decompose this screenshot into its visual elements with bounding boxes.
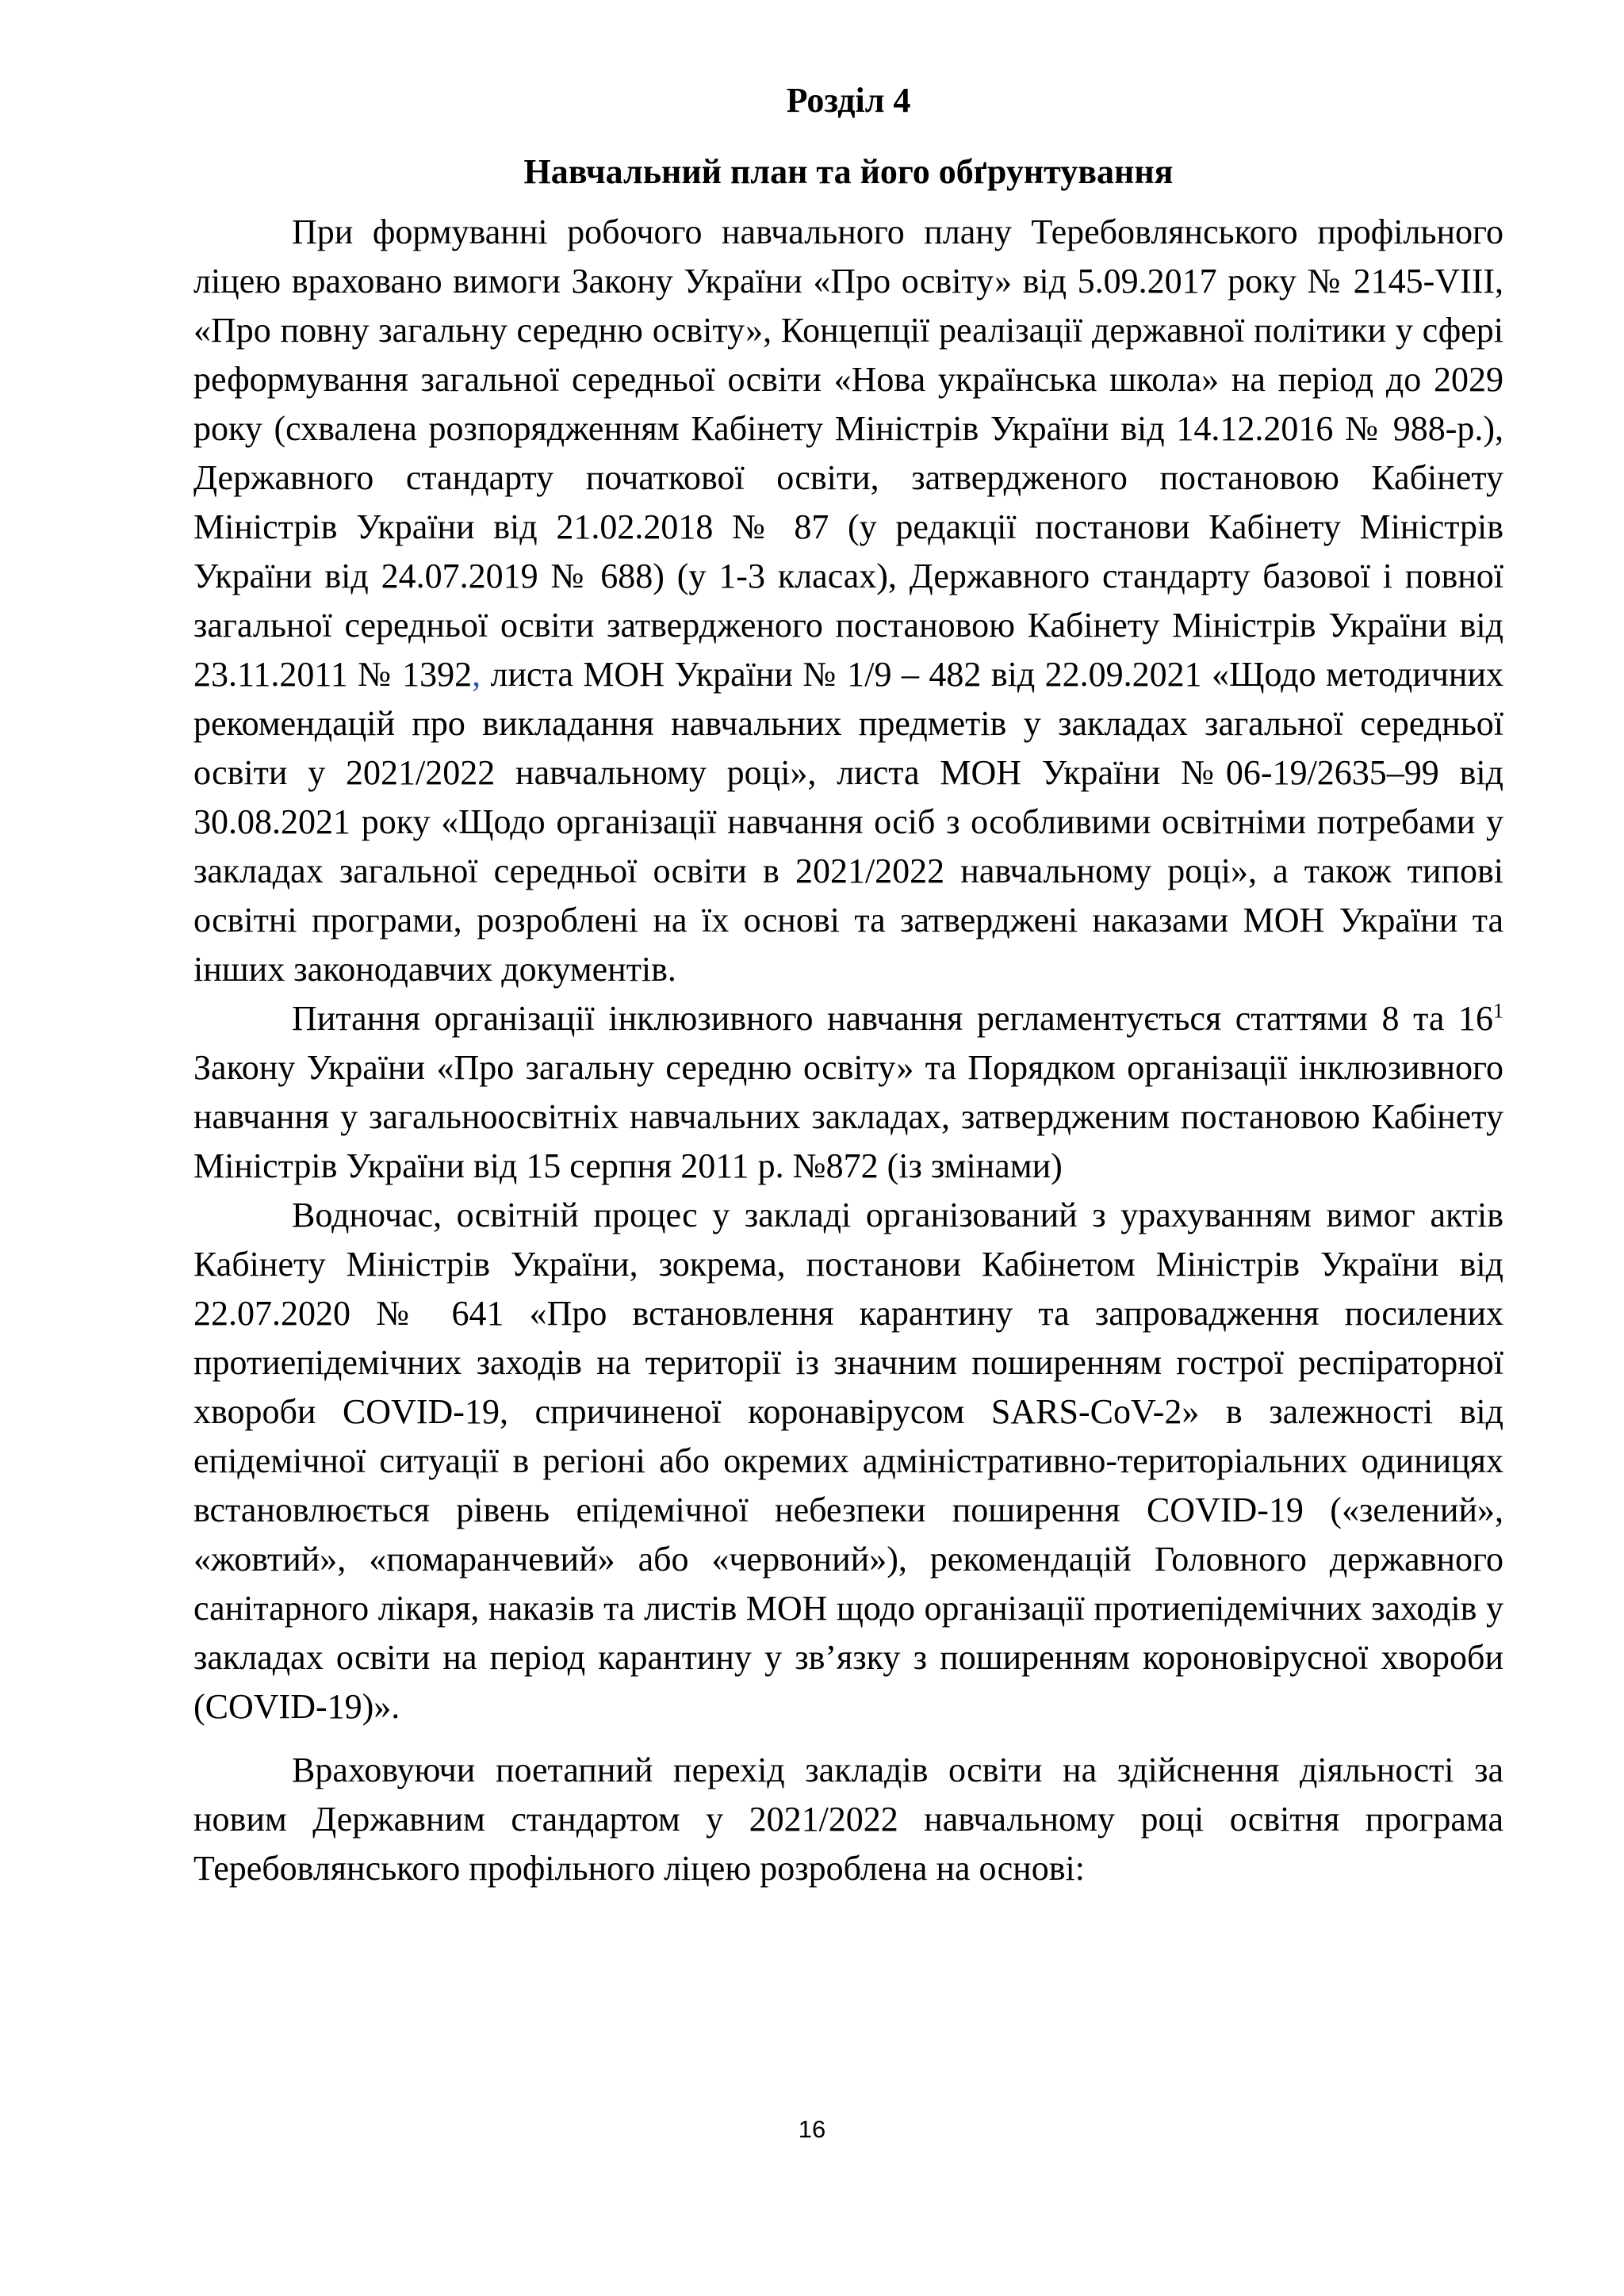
paragraph-text: Враховуючи поетапний перехід закладів освіти на здійснення діяльності за новим Державним стандартом у 2021/2022 навчальному році освітня програма Теребовлянського профільного ліцею розроблена на основі: <box>193 1751 1503 1888</box>
paragraph-legal-basis <box>193 208 1503 994</box>
page-content <box>193 76 1503 1893</box>
paragraph-inclusive-education <box>193 994 1503 1191</box>
paragraph-text: Питання організації інклюзивного навчання регламентується статтями 8 та 16 <box>292 999 1493 1038</box>
page-number: 16 <box>798 2115 826 2143</box>
paragraph-transition <box>193 1746 1503 1893</box>
paragraph-quarantine <box>193 1191 1503 1732</box>
paragraph-text: листа МОН України № 1/9 – 482 від 22.09.2021 «Щодо методичних рекомендацій про викладання навчальних предметів у закладах загальної середньої освіти у 2021/2022 навчальному році», листа МОН України №06-19/2635–99 від 30.08.2021 року «Щодо організації навчання осіб з особливими освітніми потребами у закладах загальної середньої освіти в 2021/2022 навчальному році», а також типові освітні програми, розроблені на їх основі та затверджені наказами МОН України та інших законодавчих документів. <box>193 655 1503 989</box>
superscript-mark: 1 <box>1493 999 1503 1023</box>
section-heading: Розділ 4 <box>786 81 911 120</box>
paragraph-text: При формуванні робочого навчального плану Теребовлянського профільного ліцею враховано вимоги Закону України «Про освіту» від 5.09.2017 року № 2145-VIII, «Про повну загальну середню освіту», Концепції реалізації державної політики у сфері реформування загальної середньої освіти «Нова українська школа» на період до 2029 року (схвалена розпорядженням Кабінету Міністрів України від 14.12.2016 № 988-р.), Державного стандарту початкової освіти, затвердженого постановою Кабінету Міністрів України від 21.02.2018 № 87 (у редакції постанови Кабінету Міністрів України від 24.07.2019 № 688) (у 1-3 класах), Державного стандарту базової і повної загальної середньої освіти затвердженого постановою Кабінету Міністрів України від 23.11.2011 № 1392 <box>193 212 1503 694</box>
paragraph-text: , <box>472 655 481 694</box>
paragraph-text: Водночас, освітній процес у закладі організований з урахуванням вимог актів Кабінету Міністрів України, зокрема, постанови Кабінетом Міністрів України від 22.07.2020 № 641 «Про встановлення карантину та запровадження посилених протиепідемічних заходів на території із значним поширенням гострої респіраторної хвороби COVID-19, спричиненої коронавірусом SARS-CoV-2» в залежності від епідемічної ситуації в регіоні або окремих адміністративно-територіальних одиницях встановлюється рівень епідемічної небезпеки поширення COVID-19 («зелений», «жовтий», «помаранчевий» або «червоний»), рекомендацій Головного державного санітарного лікаря, наказів та листів МОН щодо організації протиепідемічних заходів у закладах освіти на період карантину у зв’язку з поширенням короновірусної хвороби (COVID-19)». <box>193 1196 1503 1726</box>
section-title: Навчальний план та його обґрунтування <box>523 152 1174 191</box>
paragraph-text: Закону України «Про загальну середню освіту» та Порядком організації інклюзивного навчання у загальноосвітніх навчальних закладах, затвердженим постановою Кабінету Міністрів України від 15 серпня 2011 р. №872 (із змінами) <box>193 1048 1503 1185</box>
